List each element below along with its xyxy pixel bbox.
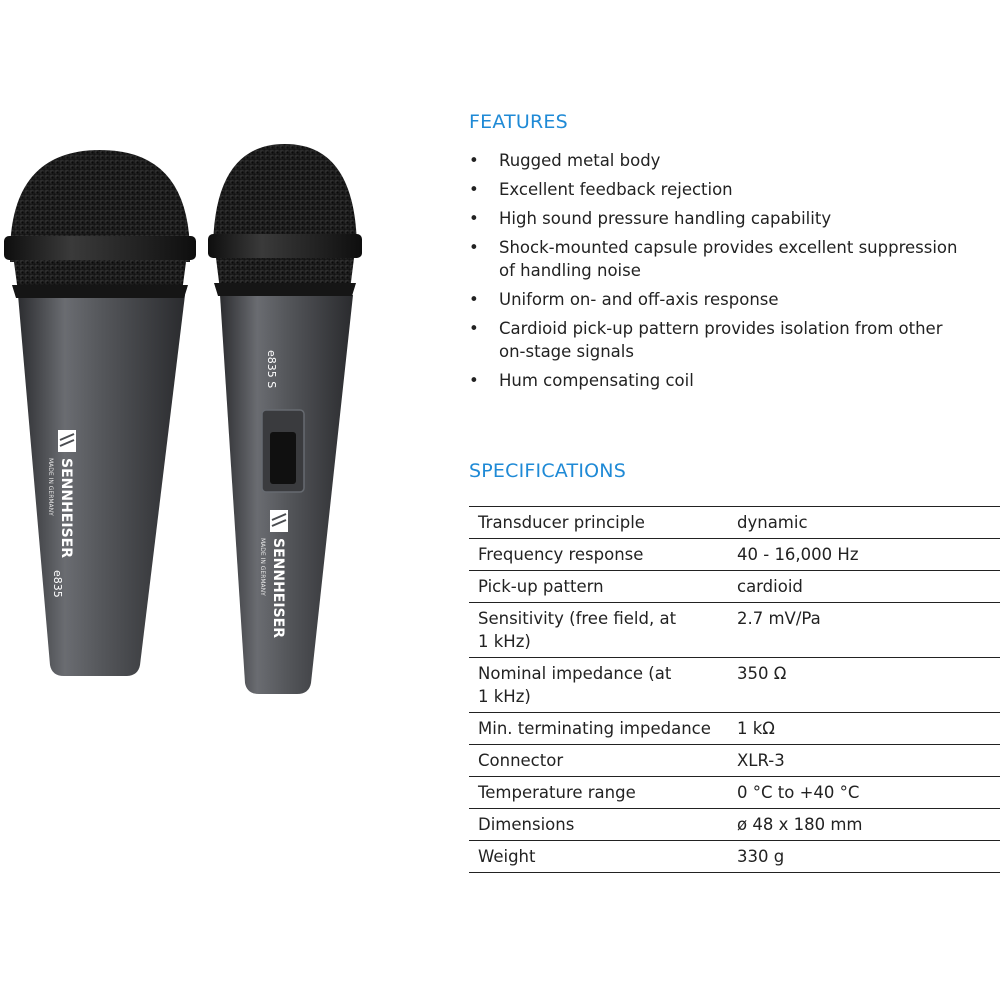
spec-label-continued: 1 kHz)	[478, 632, 531, 651]
bullet-icon: •	[469, 151, 479, 170]
feature-item	[469, 236, 994, 282]
spec-row	[469, 777, 1000, 809]
features-list	[469, 149, 994, 398]
microphones-photo	[0, 0, 460, 1000]
spec-label: Connector	[478, 751, 564, 770]
spec-row	[469, 745, 1000, 777]
microphone-right	[208, 144, 362, 694]
feature-text: Hum compensating coil	[499, 371, 694, 390]
bullet-icon: •	[469, 180, 479, 199]
spec-label: Frequency response	[478, 545, 644, 564]
spec-label: Nominal impedance (at	[478, 664, 672, 683]
feature-text-continued: on-stage signals	[499, 342, 634, 361]
spec-value: 1 kΩ	[737, 719, 775, 738]
feature-item	[469, 317, 994, 363]
spec-row	[469, 658, 1000, 713]
spec-label-cell	[469, 571, 728, 603]
spec-label-cell	[469, 777, 728, 809]
spec-row	[469, 603, 1000, 658]
feature-item	[469, 207, 994, 230]
features-heading: FEATURES	[469, 111, 568, 133]
feature-item	[469, 288, 994, 311]
feature-text: Cardioid pick-up pattern provides isolation from other	[499, 319, 943, 338]
spec-row	[469, 507, 1000, 539]
spec-label-cell	[469, 713, 728, 745]
spec-label-cell	[469, 658, 728, 713]
on-off-switch	[262, 410, 304, 492]
spec-value: dynamic	[737, 513, 808, 532]
feature-text-continued: of handling noise	[499, 261, 641, 280]
feature-text: Shock-mounted capsule provides excellent suppression	[499, 238, 958, 257]
spec-row	[469, 713, 1000, 745]
spec-label: Sensitivity (free field, at	[478, 609, 677, 628]
bullet-icon: •	[469, 371, 479, 390]
spec-value: 0 °C to +40 °C	[737, 783, 860, 802]
mic-right-made-in: MADE IN GERMANY	[259, 538, 266, 596]
bullet-icon: •	[469, 319, 479, 338]
specifications-table	[469, 506, 1000, 873]
spec-label-cell	[469, 809, 728, 841]
spec-label: Dimensions	[478, 815, 575, 834]
spec-label: Weight	[478, 847, 536, 866]
feature-text: Excellent feedback rejection	[499, 180, 733, 199]
mic-left-made-in: MADE IN GERMANY	[47, 458, 54, 516]
bullet-icon: •	[469, 238, 479, 257]
bullet-icon: •	[469, 290, 479, 309]
spec-label: Temperature range	[478, 783, 636, 802]
spec-value: cardioid	[737, 577, 803, 596]
spec-row	[469, 841, 1000, 873]
feature-item	[469, 369, 994, 392]
spec-label: Min. terminating impedance	[478, 719, 711, 738]
spec-label-cell	[469, 745, 728, 777]
mic-right-model: e835 S	[265, 350, 278, 389]
mic-left-brand: SENNHEISER	[58, 458, 74, 558]
bullet-icon: •	[469, 209, 479, 228]
spec-label-cell	[469, 841, 728, 873]
spec-row	[469, 571, 1000, 603]
feature-text: Uniform on- and off-axis response	[499, 290, 779, 309]
microphone-left	[4, 150, 196, 676]
spec-label-continued: 1 kHz)	[478, 687, 531, 706]
spec-row	[469, 809, 1000, 841]
spec-label: Pick-up pattern	[478, 577, 604, 596]
spec-label-cell	[469, 539, 728, 571]
mic-right-brand: SENNHEISER	[270, 538, 286, 638]
specifications-heading: SPECIFICATIONS	[469, 460, 626, 482]
spec-value: XLR-3	[737, 751, 785, 770]
spec-label-cell	[469, 603, 728, 658]
feature-item	[469, 149, 994, 172]
spec-value: 40 - 16,000 Hz	[737, 545, 859, 564]
feature-item	[469, 178, 994, 201]
mic-left-model: e835	[51, 570, 64, 598]
spec-value: ø 48 x 180 mm	[737, 815, 863, 834]
feature-text: High sound pressure handling capability	[499, 209, 832, 228]
spec-value: 330 g	[737, 847, 785, 866]
spec-value: 350 Ω	[737, 664, 787, 683]
spec-row	[469, 539, 1000, 571]
spec-label: Transducer principle	[478, 513, 645, 532]
spec-label-cell	[469, 507, 728, 539]
spec-value: 2.7 mV/Pa	[737, 609, 821, 628]
feature-text: Rugged metal body	[499, 151, 661, 170]
